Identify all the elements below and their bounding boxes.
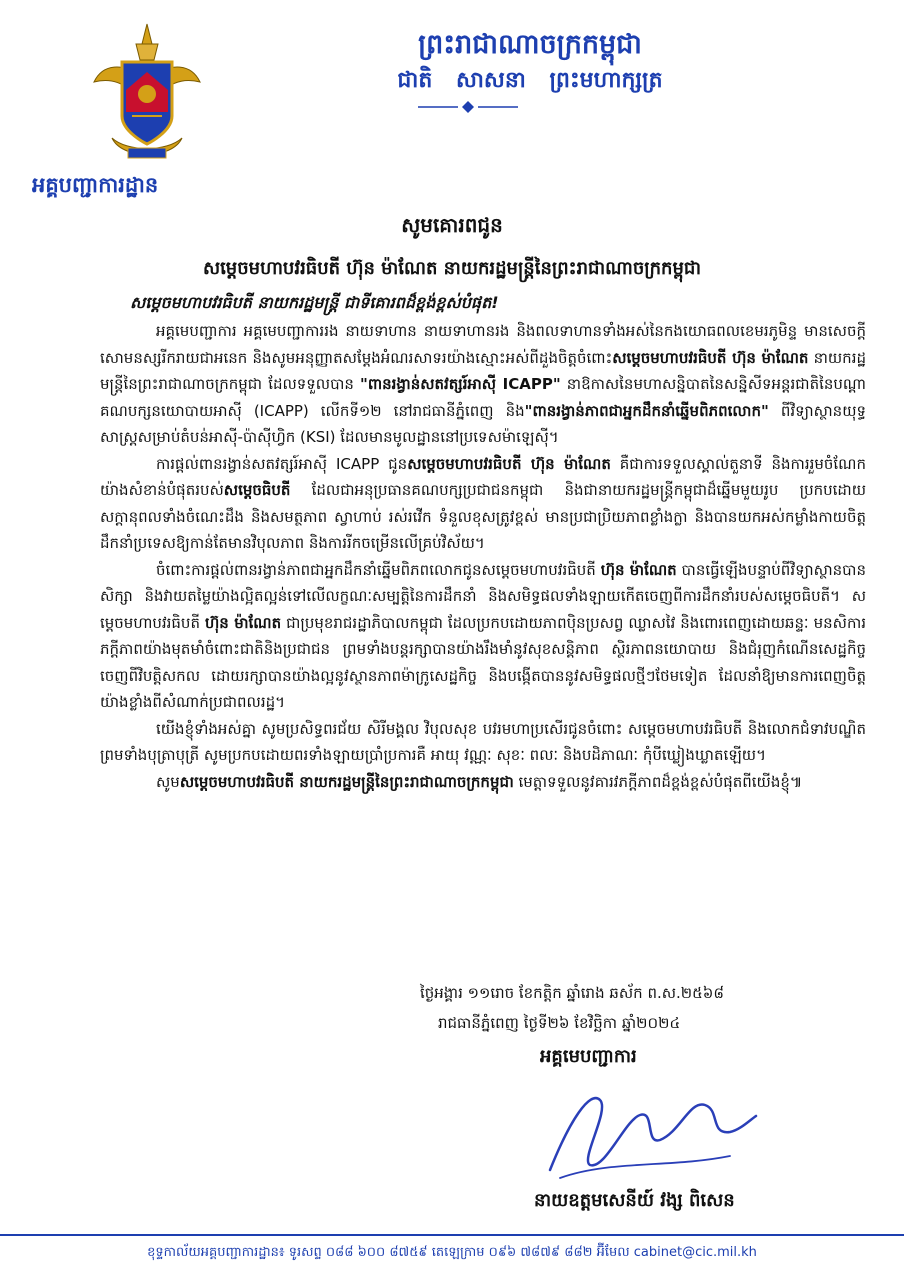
- paragraph-4: យើងខ្ញុំទាំងអស់គ្នា សូមប្រសិទ្ធពរជ័យ សិរីមង្គល វិបុលសុខ បវរមហាប្រសើរជូនចំពោះ សម្តេចមហាបវរធិបតី និងលោកជំទាវបណ្ឌិត ព្រមទាំងបុត្រាបុត្រី សូមប្រកបដោយពរទាំងឡាយប្រាំប្រការគឺ អាយុ វណ្ណៈ សុខៈ ពលៈ និងបដិភាណៈ កុំបីឃ្លៀងឃ្លាតឡើយ។: [100, 719, 866, 764]
- ornament-divider-icon: [418, 100, 518, 114]
- national-motto: ជាតិ សាសនា ព្រះមហាក្សត្រ: [397, 68, 663, 93]
- signatory-name: នាយឧត្តមសេនីយ៍ វង្ស ពិសេន: [534, 1190, 735, 1211]
- footer-divider: [0, 1234, 904, 1236]
- salutation-address: សម្តេចមហាបវរធិបតី នាយករដ្ឋមន្ត្រី ជាទីគោរពដ៏ខ្ពង់ខ្ពស់បំផុត!: [130, 293, 499, 312]
- military-emblem-icon: [92, 20, 202, 170]
- salutation-title: សូមគោរពជូន: [401, 213, 503, 237]
- paragraph-5: សូមសម្តេចមហាបវរធិបតី នាយករដ្ឋមន្ត្រីនៃព្រះរាជាណាចក្រកម្ពុជា មេត្តាទទួលនូវគារវភក្តីភាពដ៏ខ្ពង់ខ្ពស់បំផុតពីយើងខ្ញុំ៕: [156, 772, 803, 791]
- paragraph-2: ការផ្តល់ពានរង្វាន់សតវត្សរ៍អាស៊ី ICAPP ជូនសម្តេចមហាបវរធិបតី ហ៊ុន ម៉ាណែត គឺជាការទទួលស្គាល់តួនាទី និងការរួមចំណែកយ៉ាងសំខាន់បំផុតរបស់សម្តេចធិបតី ដែលជាអនុប្រធានគណបក្សប្រជាជនកម្ពុជា និងជានាយករដ្ឋមន្ត្រីកម្ពុជាដ៏ឆ្នើមមួយរូប ប្រកបដោយសក្តានុពលទាំងចំណេះដឹង និងសមត្ថភាព ស្វាហាប់ រស់រវើក ទំនួលខុសត្រូវខ្ពស់ មានប្រជាប្រិយភាពខ្លាំងក្លា និងបានយកអស់កម្លាំងកាយចិត្ត ដឹកនាំប្រទេសឱ្យកាន់តែមានវិបុលភាព និងការរីកចម្រើនលើគ្រប់វិស័យ។: [100, 454, 866, 552]
- solar-date: រាជធានីភ្នំពេញ ថ្ងៃទី២៦ ខែវិច្ឆិកា ឆ្នាំ២០២៤: [438, 1014, 681, 1032]
- footer-contact: ខុទ្ទកាល័យអគ្គបញ្ជាការដ្ឋាន៖ ទូរសព្ទ ០៨៨ ៦០០ ៨៧៥៩ តេឡេក្រាម ០៩៦ ៧៨៧៩ ៨៨២ អ៊ីមែល cabinet@cic.mil.kh: [147, 1245, 757, 1260]
- signatory-title: អគ្គមេបញ្ជាការ: [540, 1046, 637, 1067]
- letter-body: [100, 318, 866, 795]
- organization-name: អគ្គបញ្ជាការដ្ឋាន: [32, 173, 159, 197]
- paragraph-3: ចំពោះការផ្តល់ពានរង្វាន់ភាពជាអ្នកដឹកនាំឆ្នើមពិភពលោកជូនសម្តេចមហាបវរធិបតី ហ៊ុន ម៉ាណែត បានធ្វើឡើងបន្ទាប់ពីវិទ្យាស្ថានបានសិក្សា និងវាយតម្លៃយ៉ាងល្អិតល្អន់ទៅលើលក្ខណៈសម្បត្តិនៃការដឹកនាំ និងសមិទ្ធផលទាំងឡាយកើតចេញពីការដឹកនាំរបស់សម្តេចធិបតី។ សម្តេចមហាបវរធិបតី ហ៊ុន ម៉ាណែត ជាប្រមុខរាជរដ្ឋាភិបាលកម្ពុជា ដែលប្រកបដោយភាពប៉ិនប្រសព្វ ឈ្លាសវៃ និងពោរពេញដោយឆន្ទៈ មនសិការ ភក្តីភាពយ៉ាងមុតមាំចំពោះជាតិនិងប្រជាជន ព្រមទាំងបន្តរក្សាបានយ៉ាងរឹងមាំនូវសុខសន្តិភាព ស្ថិរភាពនយោបាយ និងជំរុញកំណើនសេដ្ឋកិច្ចចេញពីវិបត្តិសកល ដោយរក្សាបានយ៉ាងល្អនូវស្ថានភាពម៉ាក្រូសេដ្ឋកិច្ច និងបង្កើតបាននូវសមិទ្ធផលថ្មីៗថែមទៀត ដែលនាំឱ្យមានការពេញចិត្តយ៉ាងខ្លាំងពីសំណាក់ប្រជាពលរដ្ឋ។: [100, 560, 866, 711]
- paragraph-1: អគ្គមេបញ្ជាការ អគ្គមេបញ្ជាការរង នាយទាហាន នាយទាហានរង និងពលទាហានទាំងអស់នៃកងយោធពលខេមរភូមិន្ទ មានសេចក្តីសោមនស្សរីករាយជាអនេក និងសូមអនុញ្ញាតសម្តែងអំណរសាទរយ៉ាងស្មោះអស់ពីដួងចិត្តចំពោះសម្តេចមហាបវរធិបតី ហ៊ុន ម៉ាណែត នាយករដ្ឋមន្ត្រីនៃព្រះរាជាណាចក្រកម្ពុជា ដែលទទួលបាន "ពានរង្វាន់សតវត្សរ៍អាស៊ី ICAPP" នាឱកាសនៃមហាសន្និបាតនៃសន្និសីទអន្តរជាតិនៃបណ្តាគណបក្សនយោបាយអាស៊ី (ICAPP) លើកទី១២ នៅរាជធានីភ្នំពេញ និង"ពានរង្វាន់ភាពជាអ្នកដឹកនាំឆ្នើមពិភពលោក" ពីវិទ្យាស្ថានយុទ្ធសាស្ត្រសម្រាប់តំបន់អាស៊ី-ប៉ាស៊ីហ្វិក (KSI) ដែលមានមូលដ្ឋាននៅប្រទេសម៉ាឡេស៊ី។: [100, 322, 866, 446]
- handwritten-signature-icon: [530, 1060, 760, 1190]
- salutation-recipient: សម្តេចមហាបវរធិបតី ហ៊ុន ម៉ាណែត នាយករដ្ឋមន្ត្រីនៃព្រះរាជាណាចក្រកម្ពុជា: [202, 258, 702, 279]
- kingdom-title: ព្រះរាជាណាចក្រកម្ពុជា: [418, 29, 642, 60]
- lunar-date: ថ្ងៃអង្គារ ១១រោច ខែកត្តិក ឆ្នាំរោង ឆស័ក ព.ស.២៥៦៨: [420, 984, 725, 1002]
